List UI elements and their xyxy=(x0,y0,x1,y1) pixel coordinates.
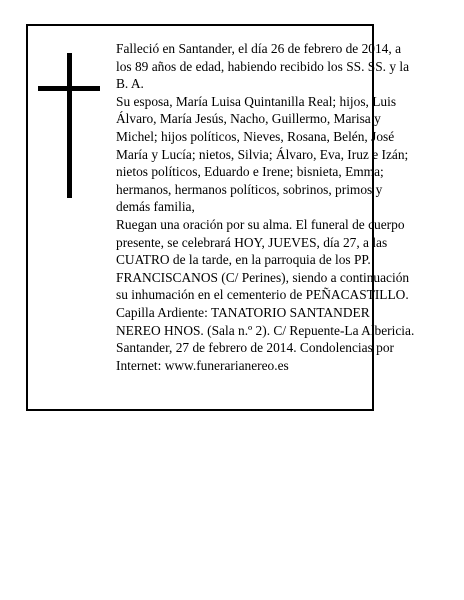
cross-horizontal-bar xyxy=(38,86,100,91)
cross-icon xyxy=(38,53,98,198)
cross-vertical-bar xyxy=(67,53,72,198)
death-announcement: Falleció en Santander, el día 26 de febrero de 2014, a los 89 años de edad, habiendo recibido los SS. SS. y la B. A. xyxy=(116,41,410,92)
funeral-details: Ruegan una oración por su alma. El funeral de cuerpo presente, se celebrará HOY, JUEVES, día 27, a las CUATRO de la tarde, en la parroquia de los PP. FRANCISCANOS (C/ Perines), siendo a continuación su inhumación en el cementerio de PEÑACASTILLO. xyxy=(116,216,410,303)
notice-text xyxy=(116,40,424,374)
date-and-condolences: Santander, 27 de febrero de 2014. Condolencias por Internet: www.funerarianereo.es xyxy=(116,340,394,373)
obituary-notice xyxy=(26,24,415,411)
family-list: Su esposa, María Luisa Quintanilla Real; hijos, Luis Álvaro, María Jesús, Nacho, Guillermo, Marisa y Michel; hijos políticos, Nieves, Rosana, Belén, José María y Lucía; nietos, Silvia; Álvaro, Eva, Iruz e Izán; nietos políticos, Eduardo e Irene; bisnieta, Emma; hermanos, hermanos políticos, sobrinos, primos y demás familia, xyxy=(116,93,409,215)
chapel-details: Capilla Ardiente: TANATORIO SANTANDER NEREO HNOS. (Sala n.º 2). C/ Repuente-La Albericia. xyxy=(116,304,415,338)
